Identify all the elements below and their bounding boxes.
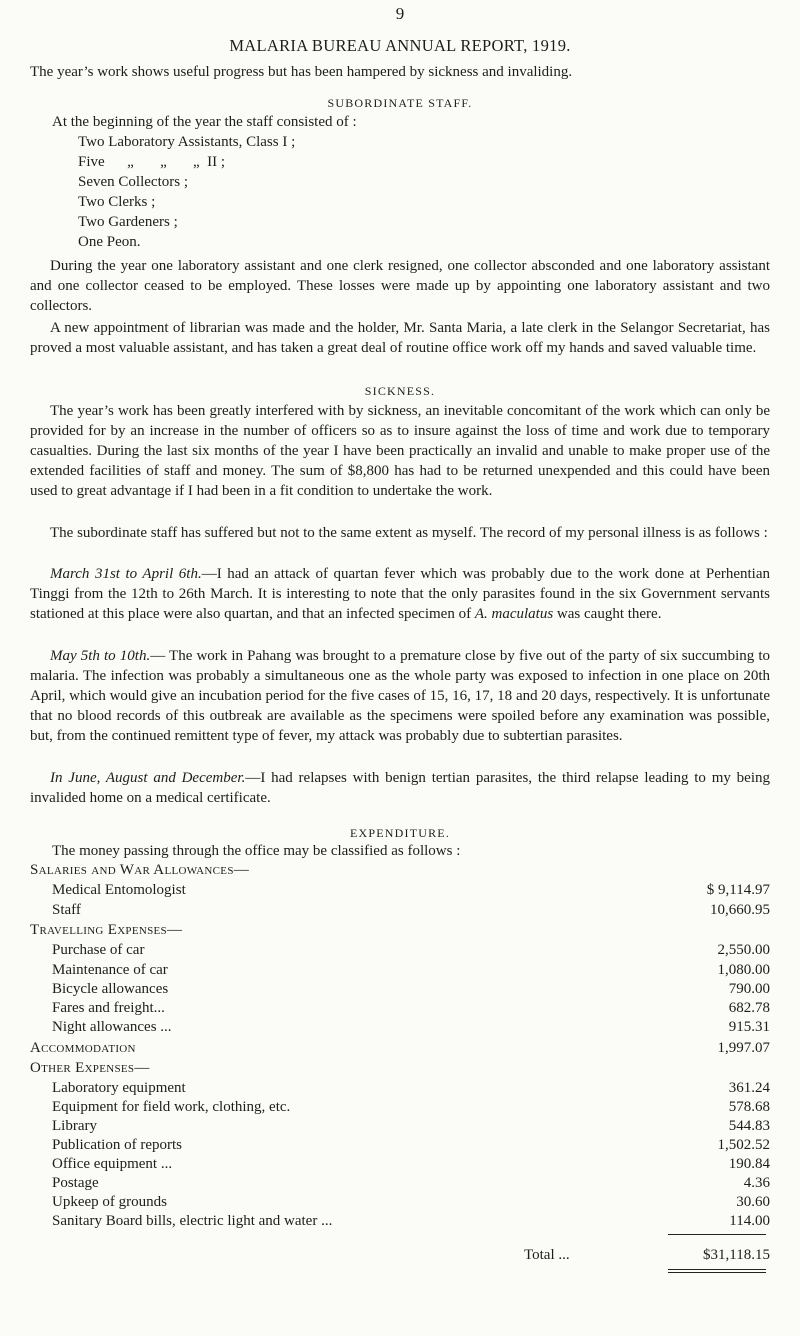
expense-item: Office equipment ...	[52, 1156, 173, 1172]
expense-amount: 4.36	[743, 1175, 770, 1191]
expense-amount: 2,550.00	[717, 942, 770, 958]
expense-item: Upkeep of grounds	[52, 1194, 167, 1210]
expense-amount: $ 9,114.97	[706, 882, 770, 898]
expense-section-label: Other Expenses—	[30, 1060, 150, 1076]
staff-lead: At the beginning of the year the staff consisted of :	[52, 114, 357, 130]
expenditure-lead: The money passing through the office may be classified as follows :	[52, 843, 461, 859]
expense-item: Bicycle allowances	[52, 981, 169, 997]
total-amount: $31,118.15	[703, 1247, 770, 1263]
sickness-paragraph-2: The subordinate staff has suffered but not to the same extent as myself. The record of my personal illness is as follows :	[50, 525, 768, 541]
expense-item: Equipment for field work, clothing, etc.	[52, 1099, 291, 1115]
illness-entry-3: In June, August and December.—I had relapses with benign tertian parasites, the third relapse leading to my being invalided home on a medical certificate.	[30, 770, 770, 806]
expense-item: Library	[52, 1118, 97, 1134]
expenditure-heading: EXPENDITURE.	[349, 826, 451, 840]
expense-item: Postage	[52, 1175, 99, 1191]
expense-amount: 790.00	[728, 981, 770, 997]
expense-amount: 190.84	[728, 1156, 770, 1172]
illness-entry-1: March 31st to April 6th.—I had an attack of quartan fever which was probably due to the work done at Perhentian Tinggi from the 12th to 26th March. It is interesting to note that the only parasites found in the six Government servants stationed at this place were also quartan, and that an infected specimen of A. maculatus was caught there.	[30, 566, 771, 622]
page-number: 9	[395, 4, 405, 23]
sickness-heading: SICKNESS.	[364, 384, 436, 398]
species-name: A. maculatus	[474, 606, 554, 622]
expense-amount: 361.24	[728, 1080, 770, 1096]
sickness-paragraph-1: The year’s work has been greatly interfered with by sickness, an inevitable concomitant of the work which can only be provided for by an increase in the number of officers so as to insure against the loss of time and work due to temporary casualties. During the last six months of the year I have been practically an invalid and unable to make proper use of the extended facilities of staff and money. The sum of $8,800 has had to be returned unexpended and this could have been used to great advantage if I had been in a fit condition to undertake the work.	[30, 403, 770, 499]
expense-item: Sanitary Board bills, electric light and water ...	[52, 1213, 333, 1229]
intro-text: The year’s work shows useful progress but has been hampered by sickness and invaliding.	[30, 64, 573, 80]
total-rule-bottom	[668, 1272, 766, 1273]
staff-paragraph-1: During the year one laboratory assistant and one clerk resigned, one collector absconded and one laboratory assistant and one collector ceased to be employed. These losses were made up by appointing one laboratory assistant and two collectors.	[30, 258, 770, 314]
expense-amount: 544.83	[728, 1118, 770, 1134]
staff-item: Two Clerks ;	[78, 194, 156, 210]
staff-item: Two Gardeners ;	[78, 214, 178, 230]
expense-amount: 682.78	[728, 1000, 770, 1016]
expense-amount: 1,502.52	[717, 1137, 770, 1153]
expense-amount: 10,660.95	[710, 902, 770, 918]
expense-item: Maintenance of car	[52, 962, 168, 978]
expense-item: Laboratory equipment	[52, 1080, 186, 1096]
page-title: MALARIA BUREAU ANNUAL REPORT, 1919.	[229, 36, 571, 55]
staff-item: One Peon.	[78, 234, 141, 250]
expense-amount: 1,997.07	[717, 1040, 770, 1056]
expense-amount: 915.31	[728, 1019, 770, 1035]
total-label: Total ...	[524, 1247, 570, 1263]
illness-entry-2: May 5th to 10th.— The work in Pahang was brought to a premature close by five out of the party of six succumbing to malaria. The infection was probably a simultaneous one as the whole party was exposed to infection in one place on 20th April, which would give an incubation period for the five cases of 15, 16, 17, 18 and 20 days, respectively. It is unfortunate that no blood records of this outbreak are available as the specimens were spoiled before any examination was possible, but, from the continued remittent type of fever, my attack was probably due to subtertian parasites.	[30, 648, 771, 744]
expense-item: Purchase of car	[52, 942, 145, 958]
expense-amount: 114.00	[729, 1213, 770, 1229]
staff-heading: SUBORDINATE STAFF.	[327, 96, 473, 110]
staff-item: Seven Collectors ;	[78, 174, 188, 190]
expense-amount: 30.60	[736, 1194, 770, 1210]
expense-section-label: Travelling Expenses—	[30, 922, 183, 938]
expense-item: Night allowances ...	[52, 1019, 172, 1035]
expense-section-label: Accommodation	[30, 1040, 136, 1056]
expense-item: Fares and freight...	[52, 1000, 165, 1016]
expense-item: Medical Entomologist	[52, 882, 186, 898]
expense-item: Staff	[52, 902, 81, 918]
staff-item: Five „ „ „ II ;	[78, 154, 226, 170]
expense-section-label: Salaries and War Allowances—	[30, 862, 250, 878]
total-rule-top	[668, 1269, 766, 1270]
expense-amount: 1,080.00	[717, 962, 770, 978]
expense-item: Publication of reports	[52, 1137, 182, 1153]
staff-item: Two Laboratory Assistants, Class I ;	[78, 134, 296, 150]
expense-amount: 578.68	[728, 1099, 770, 1115]
staff-paragraph-2: A new appointment of librarian was made and the holder, Mr. Santa Maria, a late clerk in the Selangor Secretariat, has proved a most valuable assistant, and has taken a great deal of routine office work off my hands and saved valuable time.	[30, 320, 770, 356]
illness-entry-2-date: May 5th to 10th.	[50, 648, 151, 664]
illness-entry-3-date: In June, August and December.	[50, 770, 246, 786]
subtotal-rule	[668, 1234, 766, 1235]
illness-entry-1-date: March 31st to April 6th.	[50, 566, 202, 582]
